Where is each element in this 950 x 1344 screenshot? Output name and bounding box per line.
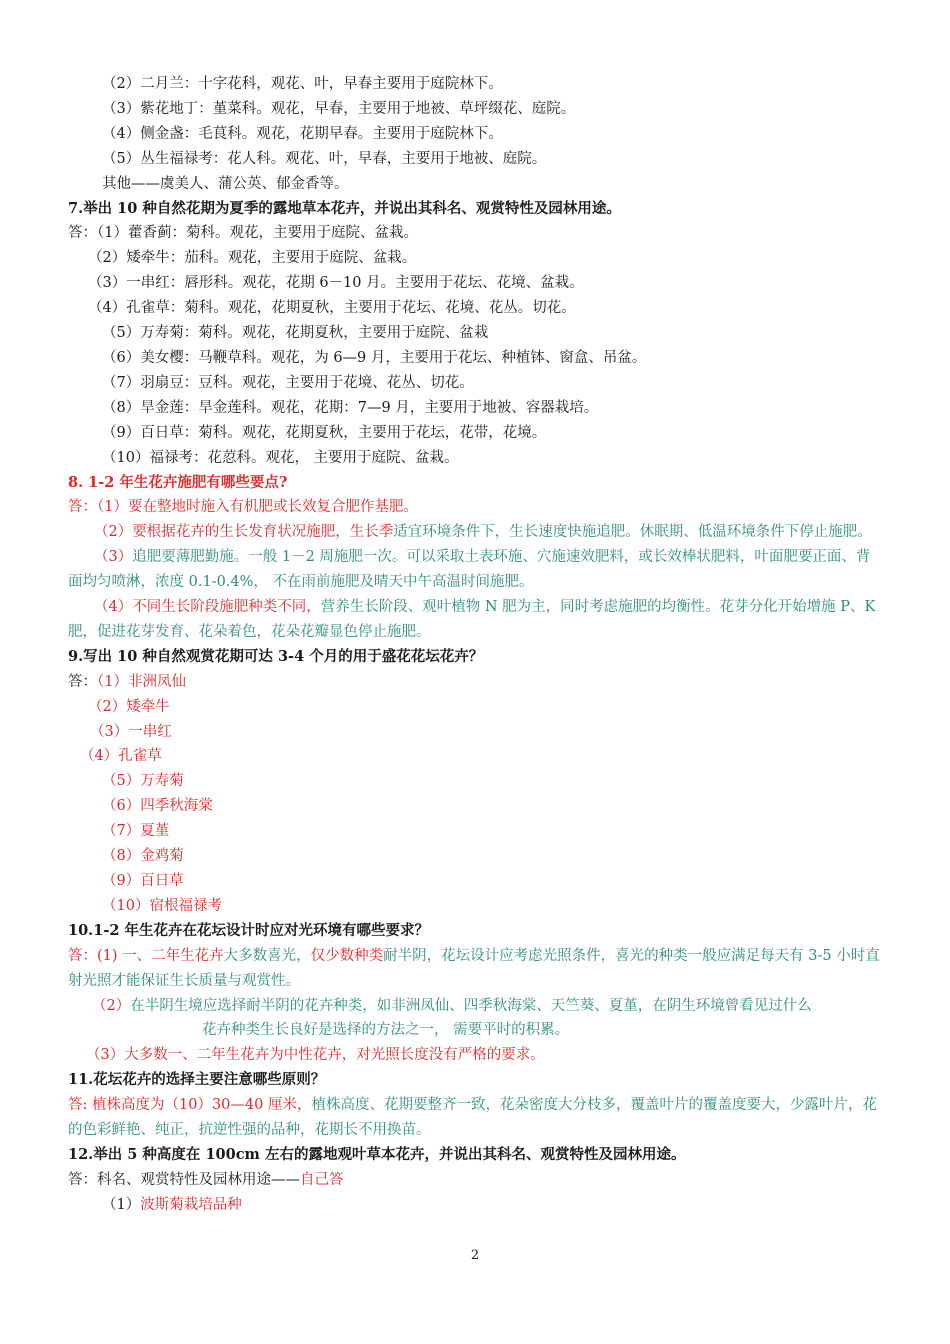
q7-answer-1: 答：（1）藿香蓟：菊科。观花，主要用于庭院、盆栽。	[68, 225, 418, 242]
page-number: 2	[470, 1248, 480, 1263]
q11-text-teal: 植株高度、花期要整齐一致，花朵密度大分枝多，覆盖叶片的覆盖度要大，少露叶片，花的色彩鲜艳、纯正，抗逆性强的品种，花期长不用换苗。	[68, 1097, 877, 1139]
q8-point-2-red: （2）要根据花卉的生长发育状况施肥，生长季	[94, 524, 394, 541]
q12-item	[68, 1193, 883, 1218]
q7-item: （5）万寿菊：菊科。观花，花期夏秋，主要用于庭院、盆栽	[102, 325, 489, 342]
q7-item: （9）百日草：菊科。观花，花期夏秋，主要用于花坛，花带，花境。	[102, 424, 547, 441]
q9-item: （6）四季秋海棠	[102, 798, 213, 815]
q8-point-2	[68, 520, 883, 545]
q8-point-4	[68, 595, 883, 645]
q11-answer	[68, 1093, 883, 1143]
q9-item: （8）金鸡菊	[102, 848, 184, 865]
q12-answer-prefix: 答：科名、观赏特性及园林用途——	[68, 1171, 300, 1188]
q10-text-teal: 在半阴生境应选择耐半阴的花卉种类，如非洲凤仙、四季秋海棠、天竺葵、夏堇，在阴生环境曾看见过什么	[130, 997, 812, 1014]
q9-item: （3）一串红	[90, 723, 172, 740]
q7-item: （6）美女樱：马鞭草科。观花，为 6—9 月，主要用于花坛、种植钵、窗盒、吊盆。	[102, 349, 647, 366]
q9-answer-1	[68, 670, 883, 695]
q10-text-teal: 大多数喜光，	[223, 947, 311, 964]
q8-point-3	[68, 545, 883, 595]
q9-item: （1）非洲凤仙	[97, 673, 186, 690]
q8-point-4-red: （4）不同生长阶段施肥种类不同，	[94, 599, 321, 616]
q7-item: （2）矮牵牛：茄科。观花，主要用于庭院、盆栽。	[88, 250, 417, 267]
q10-point-2	[68, 994, 883, 1019]
q10-text-red: （2）	[92, 997, 131, 1014]
question-11-title: 11.花坛花卉的选择主要注意哪些原则？	[68, 1071, 326, 1089]
q9-item: （4）孔雀草	[80, 748, 162, 765]
question-12-title: 12.举出 5 种高度在 100cm 左右的露地观叶草本花卉，并说出其科名、观赏特性及园林用途。	[68, 1145, 686, 1163]
q9-item: （2）矮牵牛	[88, 698, 170, 715]
q7-item: （4）孔雀草：菊科。观花，花期夏秋，主要用于花坛、花境、花丛。切花。	[88, 300, 576, 317]
q11-text-red: 答: 植株高度为（10）30—40 厘米，	[68, 1097, 312, 1114]
question-9-title: 9.写出 10 种自然观赏花期可达 3-4 个月的用于盛花花坛花卉？	[68, 647, 484, 665]
document-page	[68, 72, 883, 1218]
spring-line-5: （5）丛生福禄考：花人科。观花、叶，早春，主要用于地被、庭院。	[102, 150, 547, 167]
q10-point-1	[68, 944, 883, 994]
q9-item: （10）宿根福禄考	[102, 897, 222, 914]
question-8-title: 8. 1-2 年生花卉施肥有哪些要点?	[68, 473, 288, 491]
q10-point-2-cont: 花卉种类生长良好是选择的方法之一， 需要平时的积累。	[202, 1022, 570, 1039]
question-7-title: 7.举出 10 种自然花期为夏季的露地草本花卉，并说出其科名、观赏特性及园林用途。	[68, 199, 621, 217]
q8-point-4-teal: 营养生长阶段、观叶植物 N 肥为主，同时考虑施肥的均衡性。花芽分化开始增施 P、K 肥，促进花芽发育、花朵着色，花朵花瓣显色停止施肥。	[68, 599, 876, 640]
q8-point-1: 答：（1）要在整地时施入有机肥或长效复合肥作基肥。	[68, 499, 418, 516]
q12-answer	[68, 1168, 883, 1193]
spring-line-4: （4）侧金盏：毛茛科。观花，花期早春。主要用于庭院林下。	[102, 125, 503, 142]
q8-point-2-teal: 适宜环境条件下，生长速度快施追肥。休眠期、低温环境条件下停止施肥。	[393, 524, 872, 541]
q8-point-3-teal: 追肥要薄肥勤施。一般 1－2 周施肥一次。可以采取土表环施、穴施速效肥料，或长效棒状肥料，叶面肥要正面、背面均匀喷淋，浓度 0.1-0.4%， 不在雨前施肥及晴天中午高温时间施肥。	[68, 549, 871, 591]
q12-answer-note: 自己答	[300, 1171, 344, 1188]
q9-item: （5）万寿菊	[102, 773, 184, 790]
q10-text-teal: 耐半阴，花坛设计应考虑光照条件，喜光的种类一般应满足每天有 3-5 小时直射光照才能保证生长质量与观赏性。	[68, 947, 880, 989]
q8-point-3-red: （3）	[94, 549, 133, 566]
q10-point-3: （3）大多数一、二年生花卉为中性花卉，对光照长度没有严格的要求。	[86, 1047, 545, 1064]
q12-item-text: 波斯菊栽培品种	[140, 1196, 242, 1213]
q7-item: （10）福禄考：花荵科。观花， 主要用于庭院、盆栽。	[102, 449, 459, 466]
spring-line-2: （2）二月兰：十字花科，观花、叶，早春主要用于庭院林下。	[102, 76, 503, 92]
question-10-title: 10.1-2 年生花卉在花坛设计时应对光环境有哪些要求？	[68, 921, 429, 939]
q9-item: （9）百日草	[102, 873, 184, 889]
q10-text-red: 答：(1) 一、二年生花卉	[68, 947, 224, 964]
q7-item: （7）羽扇豆：豆科。观花，主要用于花境、花丛、切花。	[102, 374, 474, 391]
q9-item: （7）夏堇	[102, 823, 170, 840]
spring-other: 其他——虞美人、蒲公英、郁金香等。	[102, 175, 349, 192]
q10-text-red: 仅少数种类	[310, 947, 384, 964]
q7-item: （8）旱金莲：旱金莲科。观花，花期：7—9 月，主要用于地被、容器栽培。	[102, 399, 599, 416]
q7-item: （3）一串红：唇形科。观花，花期 6－10 月。主要用于花坛、花境、盆栽。	[88, 275, 584, 292]
q12-item-number: （1）	[102, 1196, 141, 1213]
q9-answer-prefix: 答：	[68, 673, 97, 690]
spring-line-3: （3）紫花地丁：堇菜科。观花，早春，主要用于地被、草坪缀花、庭院。	[102, 100, 576, 117]
